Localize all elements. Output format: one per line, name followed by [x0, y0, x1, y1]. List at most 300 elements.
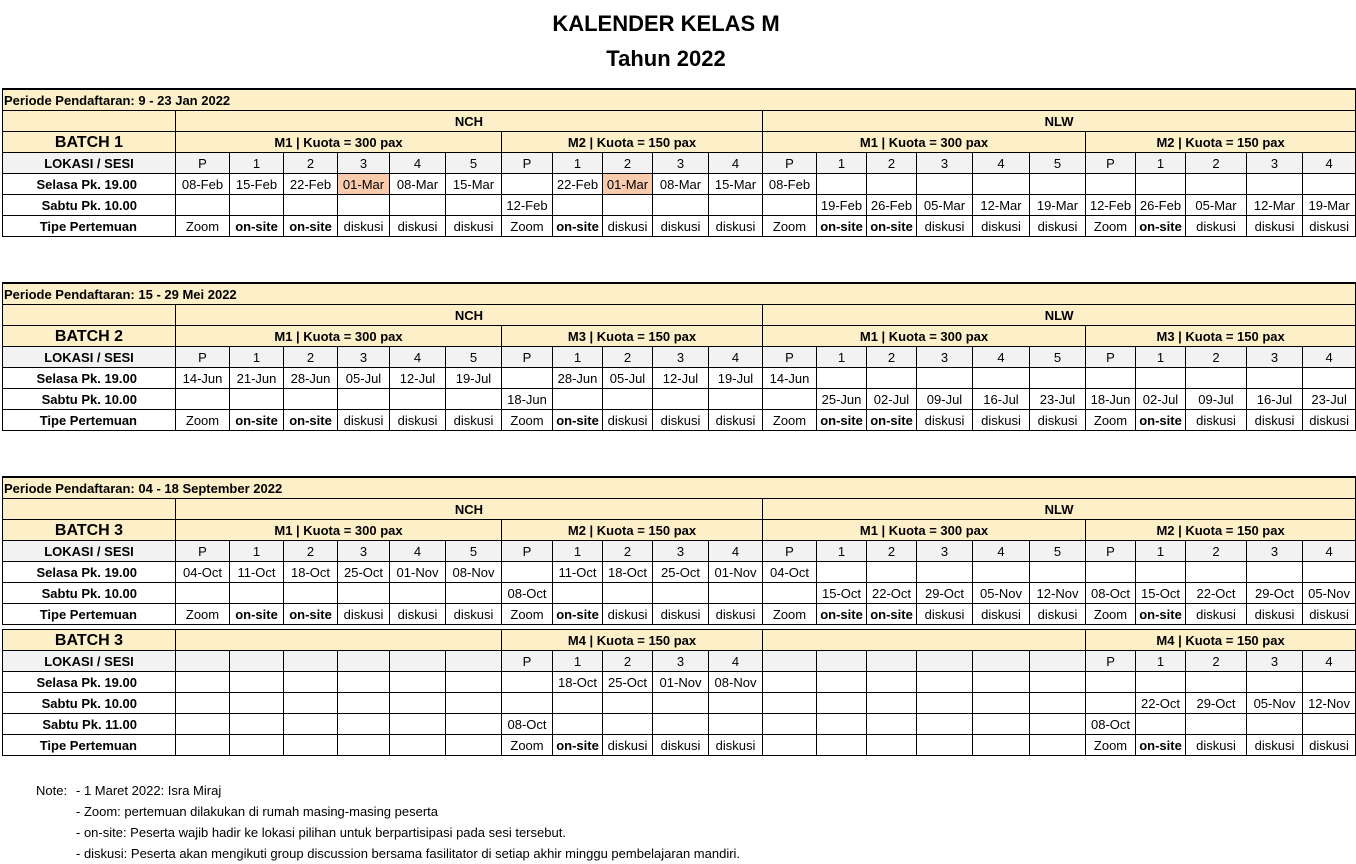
- blank-cell: [338, 651, 390, 672]
- session-number: 4: [1303, 541, 1356, 562]
- note-item: - Zoom: pertemuan dilakukan di rumah masing-masing peserta: [76, 804, 439, 819]
- date-cell: 26-Feb: [867, 195, 917, 216]
- row-label: Tipe Pertemuan: [3, 410, 176, 431]
- group-header: M1 | Kuota = 300 pax: [176, 132, 502, 153]
- date-cell: [446, 195, 502, 216]
- note-lead: Note:: [36, 783, 68, 798]
- session-row: [3, 541, 1356, 562]
- meeting-type: diskusi: [446, 410, 502, 431]
- location-nlw: NLW: [763, 499, 1356, 520]
- blank-cell: [446, 672, 502, 693]
- meeting-type: diskusi: [709, 410, 763, 431]
- meeting-type: diskusi: [1186, 604, 1247, 625]
- blank-cell: [284, 714, 338, 735]
- blank-cell: [1030, 651, 1086, 672]
- date-cell: 04-Oct: [763, 562, 817, 583]
- group-header: M1 | Kuota = 300 pax: [763, 520, 1086, 541]
- meeting-type: diskusi: [709, 604, 763, 625]
- group-header: M2 | Kuota = 150 pax: [502, 132, 763, 153]
- date-cell: [1086, 672, 1136, 693]
- session-row: [3, 347, 1356, 368]
- date-cell: 01-Mar: [603, 174, 653, 195]
- schedule-row: [3, 174, 1356, 195]
- meeting-type: diskusi: [653, 604, 709, 625]
- page-subtitle: Tahun 2022: [606, 46, 726, 71]
- date-cell: [1086, 174, 1136, 195]
- batch3-m4-table: [2, 629, 1356, 756]
- date-cell: [709, 693, 763, 714]
- schedule-row: [3, 735, 1356, 756]
- schedule-row: [3, 672, 1356, 693]
- blank-cell: [176, 651, 230, 672]
- date-cell: [1086, 693, 1136, 714]
- session-number: 3: [338, 347, 390, 368]
- date-cell: [1247, 368, 1303, 389]
- meeting-type: on-site: [230, 410, 284, 431]
- date-cell: [1303, 562, 1356, 583]
- date-cell: [653, 693, 709, 714]
- group-header: M2 | Kuota = 150 pax: [502, 520, 763, 541]
- schedule-row: [3, 604, 1356, 625]
- blank-cell: [763, 651, 817, 672]
- date-cell: [1186, 174, 1247, 195]
- session-row: [3, 153, 1356, 174]
- date-cell: 02-Jul: [1136, 389, 1186, 410]
- date-cell: 25-Jun: [817, 389, 867, 410]
- date-cell: 08-Oct: [1086, 583, 1136, 604]
- blank-cell: [917, 735, 973, 756]
- date-cell: 22-Oct: [1186, 583, 1247, 604]
- session-number: P: [502, 347, 553, 368]
- location-row: [3, 111, 1356, 132]
- meeting-type: diskusi: [1030, 410, 1086, 431]
- date-cell: 05-Nov: [1303, 583, 1356, 604]
- session-number: 1: [230, 347, 284, 368]
- date-cell: [553, 389, 603, 410]
- date-cell: 25-Oct: [338, 562, 390, 583]
- date-cell: [1086, 562, 1136, 583]
- session-number: 1: [230, 153, 284, 174]
- group-header: M3 | Kuota = 150 pax: [502, 326, 763, 347]
- date-cell: 04-Oct: [176, 562, 230, 583]
- blank-cell: [917, 672, 973, 693]
- lokasi-label: LOKASI / SESI: [3, 541, 176, 562]
- batch-name: BATCH 2: [3, 326, 176, 347]
- blank-cell: [867, 735, 917, 756]
- date-cell: [284, 195, 338, 216]
- meeting-type: diskusi: [390, 216, 446, 237]
- date-cell: [390, 389, 446, 410]
- date-cell: 25-Oct: [603, 672, 653, 693]
- session-number: 4: [1303, 347, 1356, 368]
- location-nlw: NLW: [763, 305, 1356, 326]
- date-cell: [230, 195, 284, 216]
- notes: [36, 780, 740, 864]
- schedule-row: [3, 368, 1356, 389]
- note-item: - on-site: Peserta wajib hadir ke lokasi pilihan untuk berpartisipasi pada sesi tersebut.: [76, 825, 566, 840]
- date-cell: [446, 389, 502, 410]
- blank-cell: [1030, 714, 1086, 735]
- session-number: P: [763, 153, 817, 174]
- meeting-type: diskusi: [653, 216, 709, 237]
- date-cell: [1030, 368, 1086, 389]
- note-item: - diskusi: Peserta akan mengikuti group discussion bersama fasilitator di setiap akhir minggu pembelajaran mandiri.: [76, 846, 741, 861]
- batch-name: BATCH 3: [3, 630, 176, 651]
- period-row: [3, 89, 1356, 111]
- date-cell: 23-Jul: [1030, 389, 1086, 410]
- row-label: Selasa Pk. 19.00: [3, 562, 176, 583]
- meeting-type: diskusi: [1247, 735, 1303, 756]
- date-cell: [763, 583, 817, 604]
- meeting-type: diskusi: [973, 216, 1030, 237]
- session-number: 1: [553, 347, 603, 368]
- date-cell: [553, 195, 603, 216]
- date-cell: [1247, 672, 1303, 693]
- meeting-type: on-site: [1136, 735, 1186, 756]
- session-number: 4: [709, 347, 763, 368]
- blank-cell: [867, 714, 917, 735]
- session-number: 4: [390, 347, 446, 368]
- meeting-type: diskusi: [338, 410, 390, 431]
- date-cell: 15-Oct: [817, 583, 867, 604]
- location-row: [3, 305, 1356, 326]
- meeting-type: diskusi: [338, 216, 390, 237]
- session-number: 3: [1247, 651, 1303, 672]
- group-header: M1 | Kuota = 300 pax: [763, 132, 1086, 153]
- session-number: 2: [603, 347, 653, 368]
- date-cell: 29-Oct: [1186, 693, 1247, 714]
- meeting-type: Zoom: [1086, 604, 1136, 625]
- blank-cell: [763, 630, 1086, 651]
- date-cell: [1186, 714, 1247, 735]
- blank-cell: [3, 305, 176, 326]
- session-number: P: [1086, 347, 1136, 368]
- meeting-type: diskusi: [709, 735, 763, 756]
- session-number: 3: [917, 541, 973, 562]
- blank-cell: [230, 672, 284, 693]
- blank-cell: [284, 672, 338, 693]
- date-cell: [390, 583, 446, 604]
- date-cell: 21-Jun: [230, 368, 284, 389]
- batch-name: BATCH 1: [3, 132, 176, 153]
- session-number: 4: [390, 541, 446, 562]
- date-cell: [176, 389, 230, 410]
- blank-cell: [817, 714, 867, 735]
- date-cell: 22-Feb: [284, 174, 338, 195]
- blank-cell: [230, 651, 284, 672]
- date-cell: [502, 174, 553, 195]
- lokasi-label: LOKASI / SESI: [3, 153, 176, 174]
- date-cell: [709, 583, 763, 604]
- session-number: 3: [917, 153, 973, 174]
- date-cell: 18-Jun: [502, 389, 553, 410]
- meeting-type: on-site: [817, 216, 867, 237]
- row-label: Selasa Pk. 19.00: [3, 672, 176, 693]
- blank-cell: [176, 630, 502, 651]
- location-nch: NCH: [176, 499, 763, 520]
- date-cell: 09-Jul: [917, 389, 973, 410]
- meeting-type: diskusi: [603, 735, 653, 756]
- meeting-type: on-site: [284, 410, 338, 431]
- session-number: 2: [1186, 347, 1247, 368]
- blank-cell: [3, 499, 176, 520]
- session-number: 5: [1030, 347, 1086, 368]
- date-cell: [1303, 714, 1356, 735]
- row-label: Sabtu Pk. 10.00: [3, 583, 176, 604]
- meeting-type: on-site: [230, 604, 284, 625]
- blank-cell: [390, 672, 446, 693]
- session-number: 1: [230, 541, 284, 562]
- session-number: 3: [653, 541, 709, 562]
- date-cell: [653, 583, 709, 604]
- session-number: 4: [709, 541, 763, 562]
- meeting-type: Zoom: [1086, 216, 1136, 237]
- session-number: 2: [1186, 153, 1247, 174]
- session-number: 4: [709, 153, 763, 174]
- date-cell: [867, 368, 917, 389]
- blank-cell: [338, 714, 390, 735]
- date-cell: [1136, 174, 1186, 195]
- meeting-type: Zoom: [1086, 410, 1136, 431]
- date-cell: 12-Nov: [1030, 583, 1086, 604]
- date-cell: 12-Jul: [390, 368, 446, 389]
- meeting-type: Zoom: [176, 410, 230, 431]
- session-number: 3: [1247, 541, 1303, 562]
- session-number: 1: [817, 541, 867, 562]
- meeting-type: diskusi: [603, 604, 653, 625]
- date-cell: 08-Oct: [1086, 714, 1136, 735]
- date-cell: 08-Feb: [176, 174, 230, 195]
- blank-cell: [390, 651, 446, 672]
- date-cell: 08-Mar: [390, 174, 446, 195]
- blank-cell: [817, 693, 867, 714]
- schedule-row: [3, 693, 1356, 714]
- meeting-type: diskusi: [1303, 735, 1356, 756]
- group-header: M2 | Kuota = 150 pax: [1086, 520, 1356, 541]
- date-cell: [653, 195, 709, 216]
- lokasi-label: LOKASI / SESI: [3, 347, 176, 368]
- session-number: P: [176, 153, 230, 174]
- date-cell: 01-Nov: [390, 562, 446, 583]
- date-cell: 19-Mar: [1303, 195, 1356, 216]
- session-number: 4: [973, 347, 1030, 368]
- blank-cell: [338, 693, 390, 714]
- meeting-type: diskusi: [1186, 410, 1247, 431]
- meeting-type: on-site: [553, 410, 603, 431]
- date-cell: 14-Jun: [763, 368, 817, 389]
- session-number: 2: [284, 347, 338, 368]
- date-cell: 05-Mar: [1186, 195, 1247, 216]
- meeting-type: Zoom: [176, 216, 230, 237]
- session-number: 2: [603, 153, 653, 174]
- row-label: Selasa Pk. 19.00: [3, 368, 176, 389]
- schedule-row: [3, 583, 1356, 604]
- meeting-type: on-site: [284, 216, 338, 237]
- blank-cell: [867, 672, 917, 693]
- meeting-type: diskusi: [917, 604, 973, 625]
- session-number: 3: [653, 153, 709, 174]
- period-label: Periode Pendaftaran: 04 - 18 September 2022: [3, 477, 1356, 499]
- date-cell: 01-Nov: [653, 672, 709, 693]
- meeting-type: on-site: [867, 604, 917, 625]
- date-cell: 15-Mar: [709, 174, 763, 195]
- meeting-type: on-site: [817, 604, 867, 625]
- meeting-type: on-site: [867, 216, 917, 237]
- group-row: [3, 326, 1356, 347]
- group-header: M2 | Kuota = 150 pax: [1086, 132, 1356, 153]
- date-cell: 22-Feb: [553, 174, 603, 195]
- meeting-type: Zoom: [502, 604, 553, 625]
- meeting-type: Zoom: [502, 216, 553, 237]
- date-cell: [917, 368, 973, 389]
- date-cell: 12-Feb: [502, 195, 553, 216]
- date-cell: 08-Oct: [502, 714, 553, 735]
- session-number: 5: [446, 541, 502, 562]
- date-cell: [390, 195, 446, 216]
- session-number: 5: [1030, 541, 1086, 562]
- date-cell: [502, 368, 553, 389]
- date-cell: [446, 583, 502, 604]
- location-row: [3, 499, 1356, 520]
- session-number: P: [502, 153, 553, 174]
- blank-cell: [763, 735, 817, 756]
- date-cell: 16-Jul: [973, 389, 1030, 410]
- blank-cell: [917, 651, 973, 672]
- session-row: [3, 651, 1356, 672]
- meeting-type: diskusi: [1247, 604, 1303, 625]
- blank-cell: [763, 714, 817, 735]
- blank-cell: [390, 735, 446, 756]
- meeting-type: diskusi: [653, 735, 709, 756]
- session-number: 5: [446, 153, 502, 174]
- blank-cell: [817, 672, 867, 693]
- session-number: 4: [390, 153, 446, 174]
- meeting-type: diskusi: [446, 604, 502, 625]
- meeting-type: diskusi: [917, 216, 973, 237]
- lokasi-label: LOKASI / SESI: [3, 651, 176, 672]
- date-cell: [1136, 368, 1186, 389]
- blank-cell: [1030, 735, 1086, 756]
- group-header: M4 | Kuota = 150 pax: [1086, 630, 1356, 651]
- session-number: 4: [1303, 153, 1356, 174]
- period-row: [3, 283, 1356, 305]
- blank-cell: [446, 693, 502, 714]
- date-cell: [709, 195, 763, 216]
- date-cell: 09-Jul: [1186, 389, 1247, 410]
- session-number: 1: [817, 153, 867, 174]
- meeting-type: on-site: [817, 410, 867, 431]
- blank-cell: [973, 735, 1030, 756]
- group-header: M1 | Kuota = 300 pax: [176, 326, 502, 347]
- date-cell: 02-Jul: [867, 389, 917, 410]
- meeting-type: Zoom: [502, 735, 553, 756]
- session-number: 1: [1136, 347, 1186, 368]
- date-cell: [1136, 714, 1186, 735]
- group-row: [3, 132, 1356, 153]
- blank-cell: [390, 693, 446, 714]
- meeting-type: diskusi: [1303, 410, 1356, 431]
- meeting-type: Zoom: [502, 410, 553, 431]
- date-cell: [1030, 174, 1086, 195]
- date-cell: [817, 174, 867, 195]
- date-cell: 29-Oct: [917, 583, 973, 604]
- blank-cell: [230, 693, 284, 714]
- date-cell: [1247, 174, 1303, 195]
- date-cell: [502, 693, 553, 714]
- session-number: P: [1086, 153, 1136, 174]
- batch-table: [2, 282, 1356, 431]
- period-label: Periode Pendaftaran: 15 - 29 Mei 2022: [3, 283, 1356, 305]
- meeting-type: diskusi: [653, 410, 709, 431]
- session-number: 1: [1136, 651, 1186, 672]
- date-cell: 19-Jul: [709, 368, 763, 389]
- date-cell: 12-Feb: [1086, 195, 1136, 216]
- session-number: P: [502, 541, 553, 562]
- date-cell: 05-Jul: [603, 368, 653, 389]
- date-cell: 15-Oct: [1136, 583, 1186, 604]
- date-cell: [917, 562, 973, 583]
- schedule-row: [3, 714, 1356, 735]
- meeting-type: diskusi: [1303, 604, 1356, 625]
- date-cell: 18-Jun: [1086, 389, 1136, 410]
- session-number: 1: [1136, 541, 1186, 562]
- session-number: 1: [553, 541, 603, 562]
- session-number: 3: [338, 153, 390, 174]
- date-cell: [709, 714, 763, 735]
- date-cell: 05-Jul: [338, 368, 390, 389]
- meeting-type: diskusi: [1030, 216, 1086, 237]
- meeting-type: on-site: [867, 410, 917, 431]
- session-number: P: [1086, 541, 1136, 562]
- date-cell: [973, 368, 1030, 389]
- session-number: 2: [603, 651, 653, 672]
- group-row: [3, 630, 1356, 651]
- blank-cell: [230, 735, 284, 756]
- session-number: 3: [653, 347, 709, 368]
- date-cell: 14-Jun: [176, 368, 230, 389]
- blank-cell: [917, 693, 973, 714]
- date-cell: [653, 714, 709, 735]
- session-number: 3: [1247, 347, 1303, 368]
- date-cell: 22-Oct: [867, 583, 917, 604]
- meeting-type: on-site: [553, 604, 603, 625]
- meeting-type: diskusi: [1247, 216, 1303, 237]
- group-header: M1 | Kuota = 300 pax: [763, 326, 1086, 347]
- date-cell: [502, 562, 553, 583]
- date-cell: [867, 174, 917, 195]
- date-cell: 22-Oct: [1136, 693, 1186, 714]
- period-label: Periode Pendaftaran: 9 - 23 Jan 2022: [3, 89, 1356, 111]
- date-cell: 15-Mar: [446, 174, 502, 195]
- meeting-type: on-site: [1136, 216, 1186, 237]
- date-cell: 19-Feb: [817, 195, 867, 216]
- date-cell: [1030, 562, 1086, 583]
- blank-cell: [390, 714, 446, 735]
- blank-cell: [763, 693, 817, 714]
- date-cell: [763, 389, 817, 410]
- date-cell: [603, 389, 653, 410]
- date-cell: 15-Feb: [230, 174, 284, 195]
- session-number: 4: [1303, 651, 1356, 672]
- batch-table: [2, 476, 1356, 625]
- date-cell: 05-Nov: [973, 583, 1030, 604]
- blank-cell: [284, 651, 338, 672]
- date-cell: [653, 389, 709, 410]
- date-cell: [1303, 368, 1356, 389]
- meeting-type: on-site: [1136, 604, 1186, 625]
- session-number: 5: [446, 347, 502, 368]
- date-cell: [284, 583, 338, 604]
